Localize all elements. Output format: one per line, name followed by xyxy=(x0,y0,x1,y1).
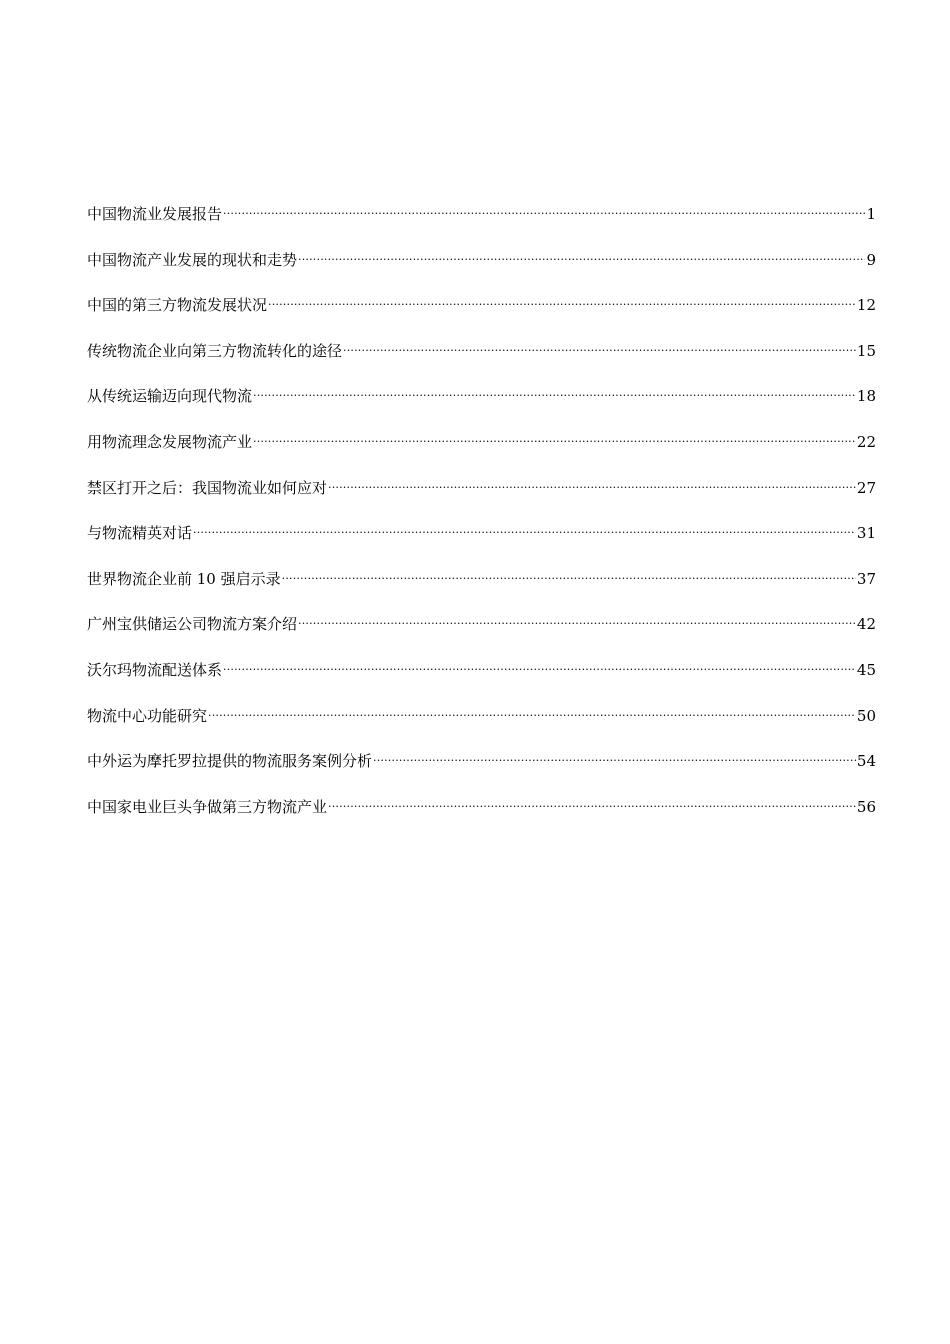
toc-dot-leader xyxy=(328,471,856,493)
toc-dot-leader xyxy=(223,653,856,675)
toc-dot-leader xyxy=(298,243,865,265)
toc-dot-leader xyxy=(208,699,856,721)
table-of-contents xyxy=(87,197,876,835)
toc-entry-page-number: 12 xyxy=(856,296,876,315)
toc-entry-page-number: 31 xyxy=(856,524,876,543)
toc-entry-page-number: 1 xyxy=(866,205,876,223)
toc-entry-page-number: 27 xyxy=(856,478,876,497)
toc-entry[interactable] xyxy=(87,516,876,562)
toc-entry[interactable] xyxy=(87,653,876,699)
toc-entry[interactable] xyxy=(87,607,876,653)
toc-entry[interactable] xyxy=(87,790,876,836)
toc-entry-title: 禁区打开之后：我国物流业如何应对 xyxy=(87,478,328,497)
toc-dot-leader xyxy=(343,334,856,356)
toc-entry-title: 物流中心功能研究 xyxy=(87,706,208,725)
toc-entry[interactable] xyxy=(87,288,876,334)
toc-entry[interactable] xyxy=(87,243,876,289)
toc-entry[interactable] xyxy=(87,425,876,471)
toc-dot-leader xyxy=(298,607,856,629)
toc-entry-page-number: 50 xyxy=(856,706,876,725)
toc-entry-page-number: 54 xyxy=(856,752,876,771)
toc-entry-title: 中国的第三方物流发展状况 xyxy=(87,296,268,315)
toc-entry-page-number: 42 xyxy=(856,615,876,634)
toc-entry[interactable] xyxy=(87,562,876,608)
toc-entry-title: 沃尔玛物流配送体系 xyxy=(87,660,223,679)
toc-dot-leader xyxy=(268,288,856,310)
toc-entry-page-number: 18 xyxy=(856,387,876,406)
toc-entry-title: 中外运为摩托罗拉提供的物流服务案例分析 xyxy=(87,752,373,771)
toc-entry-page-number: 45 xyxy=(856,660,876,679)
toc-dot-leader xyxy=(193,516,856,538)
toc-entry-page-number: 37 xyxy=(856,569,876,588)
toc-dot-leader xyxy=(253,425,856,447)
toc-entry-title: 传统物流企业向第三方物流转化的途径 xyxy=(87,341,343,360)
toc-entry[interactable] xyxy=(87,379,876,425)
toc-dot-leader xyxy=(282,562,856,584)
toc-entry[interactable] xyxy=(87,744,876,790)
toc-entry-title: 中国物流业发展报告 xyxy=(87,205,223,223)
toc-entry[interactable] xyxy=(87,471,876,517)
toc-entry-page-number: 15 xyxy=(856,341,876,360)
toc-entry-title: 与物流精英对话 xyxy=(87,524,193,543)
toc-entry[interactable] xyxy=(87,197,876,243)
toc-entry-title: 世界物流企业前 10 强启示录 xyxy=(87,569,281,588)
toc-entry-page-number: 56 xyxy=(856,797,876,816)
toc-dot-leader xyxy=(373,744,856,766)
toc-entry-title: 用物流理念发展物流产业 xyxy=(87,432,253,451)
toc-entry-title: 中国家电业巨头争做第三方物流产业 xyxy=(87,797,328,816)
toc-entry-title: 广州宝供储运公司物流方案介绍 xyxy=(87,615,298,634)
toc-entry-page-number: 9 xyxy=(866,250,876,269)
toc-dot-leader xyxy=(253,379,856,401)
toc-entry[interactable] xyxy=(87,699,876,745)
toc-dot-leader xyxy=(223,197,865,219)
toc-entry[interactable] xyxy=(87,334,876,380)
toc-entry-title: 中国物流产业发展的现状和走势 xyxy=(87,250,298,269)
toc-entry-title: 从传统运输迈向现代物流 xyxy=(87,387,253,406)
toc-entry-page-number: 22 xyxy=(856,432,876,451)
toc-dot-leader xyxy=(328,790,856,812)
